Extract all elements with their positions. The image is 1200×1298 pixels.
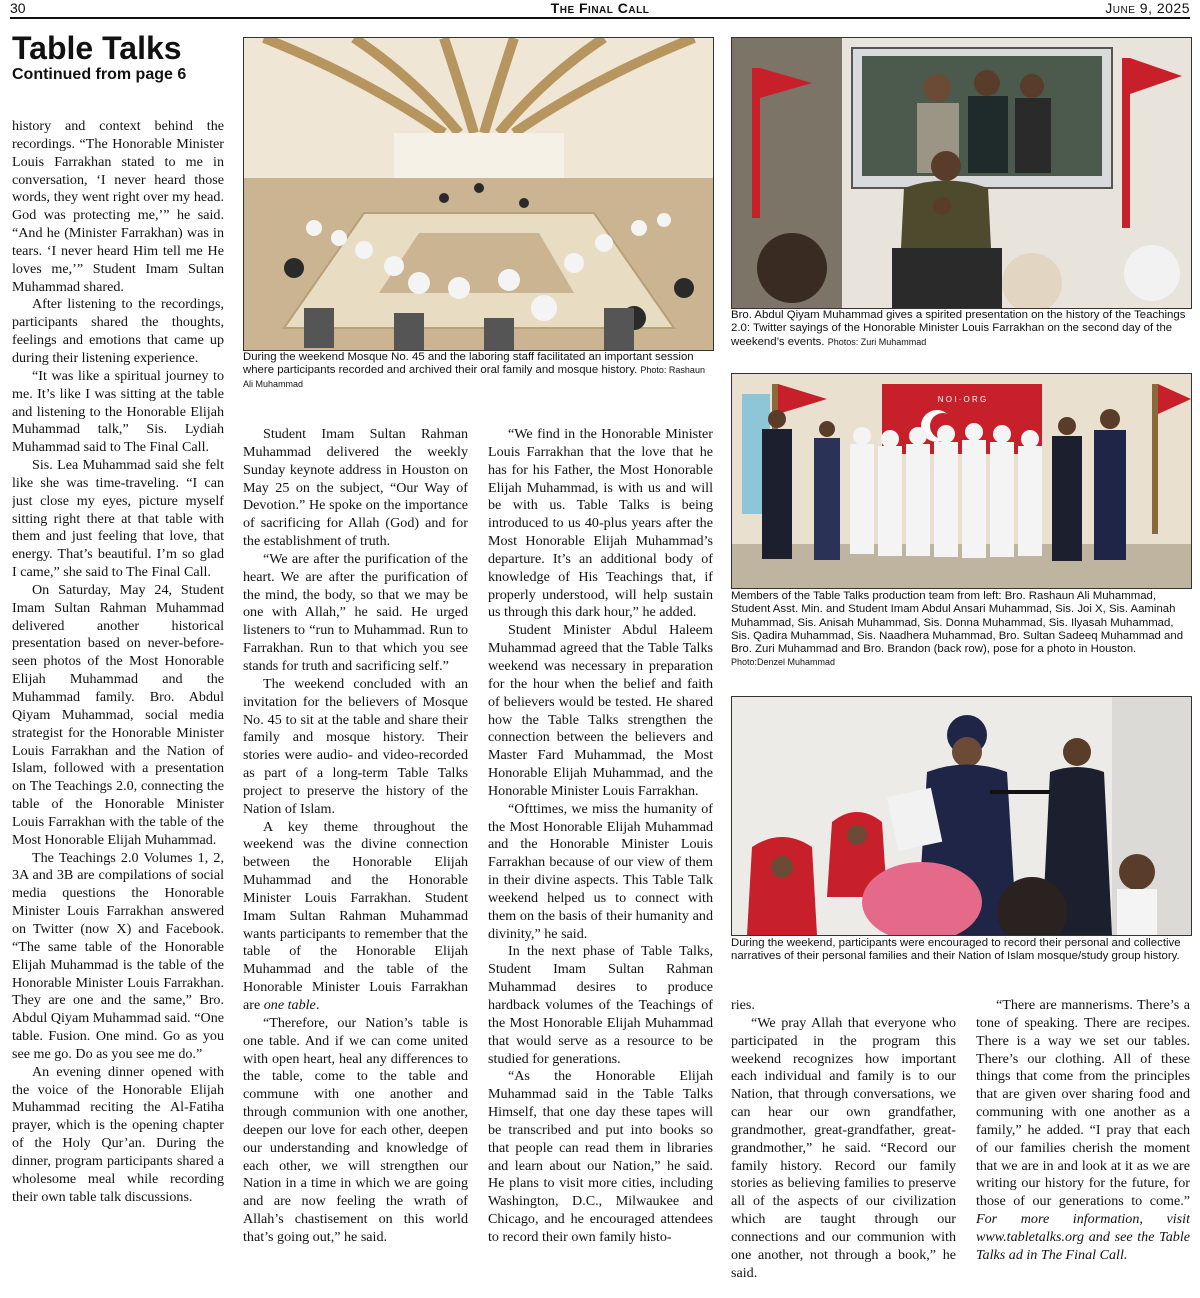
- paragraph-text: “There are mannerisms. There’s a tone of speaking. There are recipes. There is a way we set our tables. There’s our clothing. All of these things that come from the principles that are given over sharing food and communing with one another as a family,” he added. “I pray that each of our families cherish the moment that we are in and look at it as we are writing our history for the future, for those of our generations to come.”: [976, 997, 1190, 1210]
- caption-text: Members of the Table Talks production team from left: Bro. Rashaun Ali Muhammad, Student Asst. Min. and Student Imam Abdul Ansari Muhammad, Sis. Joi X, Sis. Aaminah Muhammad, Sis. Anisah Muhammad, Sis. Donna Muhammad, Sis. Ilyasah Muhammad, Sis. Qadira Muhammad, Sis. Naadhera Muhammad, Bro. Sultan Sadeeq Muhammad and Bro. Zuri Muhammad and Bro. Brandon (back row), pose for a photo in Houston.: [731, 590, 1184, 656]
- paragraph: [976, 997, 1190, 1265]
- article-column-3: [488, 426, 713, 1293]
- more-info-note: For more information, visit www.tabletalks.org and see the Table Talks ad in The Final Call.: [976, 1211, 1190, 1263]
- meeting-hall-image: [244, 38, 713, 350]
- photo-presenter: [731, 37, 1192, 309]
- paragraph: [243, 819, 468, 1015]
- paragraph: Student Imam Sultan Rahman Muhammad delivered the weekly Sunday keynote address in Houston on May 25 on the subject, “Our Way of Devotion.” He spoke on the importance of sacrificing for Allah (God) and for the establishment of truth.: [243, 426, 468, 550]
- caption-text: During the weekend, participants were encouraged to record their personal and collective narratives of their personal families and their Nation of Islam mosque/study group history.: [731, 937, 1181, 963]
- emphasis-one-table: one table: [263, 997, 316, 1013]
- paragraph: history and context behind the recordings. “The Honorable Minister Louis Farrakhan stated to me in conversation, ‘I never heard those words, they went right over my head. God was protecting me,’” he said. “And he (Minister Farrakhan) was in tears. ‘I never heard Him tell me He loves me,’” Student Imam Sultan Muhammad shared.: [12, 118, 224, 295]
- paragraph: An evening dinner opened with the voice of the Honorable Elijah Muhammad reciting the Al-Fatiha prayer, which is the opening chapter of the Holy Qur’an. During the dinner, program participants shared a wholesome meal while recording their own table talk discussions.: [12, 1063, 224, 1205]
- caption-presenter: [731, 309, 1190, 349]
- subhead: Continued from page 6: [12, 66, 187, 83]
- paragraph: After listening to the recordings, participants shared the thoughts, feelings and emotions that came up during their listening experience.: [12, 296, 224, 366]
- paragraph: “We are after the purification of the heart. We are after the purification of the mind, the body, so that we may be one with Allah,” he said. He urged listeners to “run to Muhammad. Run to Farrakhan. Run to that which you see stands for truth and sacrificing self.”: [243, 550, 468, 674]
- paragraph: “Therefore, our Nation’s table is one table. And if we can come united with open heart, heal any differences to the table, come to the table and commune with one another and through communion with one another, deepen our love for each other, deepen our understanding and knowledge of each other, we will strengthen our Nation in a time in which we are going and are now feeling the wrath of Allah’s chastisement on this world that’s going out,” he said.: [243, 1014, 468, 1245]
- article-column-4: [731, 997, 956, 1293]
- paragraph: “Ofttimes, we miss the humanity of the Most Honorable Elijah Muhammad and the Honorable Minister Louis Farrakhan because of our view of them in their divine aspects. This Table Talk weekend helped us to connect with them on the basis of their humanity and divinity,” he said.: [488, 800, 713, 942]
- photo-credit: Photo:Denzel Muhammad: [731, 657, 836, 668]
- article-column-2: [243, 426, 468, 1293]
- page-number: 30: [10, 0, 26, 16]
- period: .: [315, 997, 320, 1013]
- article-column-5: [976, 997, 1190, 1293]
- photo-team: [731, 373, 1192, 589]
- paragraph: On Saturday, May 24, Student Imam Sultan Rahman Muhammad delivered another historical presentation based on never-before-seen photos of the Most Honorable Elijah Muhammad and the Muhammad family. Bro. Abdul Qiyam Muhammad, social media strategist for the Honorable Minister Louis Farrakhan and the Nation of Islam, followed with a presentation on The Teachings 2.0, connecting the table of the Honorable Minister Louis Farrakhan with the table of the Most Honorable Elijah Muhammad.: [12, 581, 224, 848]
- caption-team: [731, 590, 1190, 670]
- issue-date: June 9, 2025: [1105, 0, 1190, 16]
- team-image: [732, 374, 1191, 588]
- caption-text: Bro. Abdul Qiyam Muhammad gives a spirited presentation on the history of the Teachings 2.0: Twitter sayings of the Honorable Minister Louis Farrakhan on the second day of the weekend’s events.: [731, 309, 1186, 348]
- photo-meeting-hall: [243, 37, 714, 351]
- paragraph: ries.: [731, 997, 755, 1013]
- caption-meeting-hall: [243, 351, 713, 391]
- paragraph: “We pray Allah that everyone who participated in the program this weekend recognizes how important each individual and family is to our Nation, that through conversations, we can hear our own grandfather, grandmother, great-grandfather, great-grandmother,” he said. “Record our family history. Record our family stories as believing families to preserve all of the aspects of our civilization which are taught through our connections and our communion with one another, not through a book,” he said.: [731, 1014, 956, 1281]
- presenter-image: [732, 38, 1191, 308]
- masthead: The Final Call: [550, 0, 650, 16]
- paragraph: “As the Honorable Elijah Muhammad said in the Table Talks Himself, that one day these tapes will be transcribed and put into books so that people can read them in libraries and learn about our Nation,” he said. He plans to visit more cities, including Washington, D.C., Milwaukee and Chicago, and he encouraged attendees to record their own family histo-: [488, 1068, 713, 1245]
- paragraph: Sis. Lea Muhammad said she felt like she was time-traveling. “I can just close my eyes, picture myself sitting right there at that table with them and just feeling that love, that energy. That’s beautiful. I’m so glad I came,” she said to The Final Call.: [12, 457, 224, 581]
- paragraph: The weekend concluded with an invitation for the believers of Mosque No. 45 to sit at the table and share their family and mosque history. Their stories were audio- and video-recorded as part of a long-term Table Talks project to preserve the history of the Nation of Islam.: [243, 675, 468, 817]
- paragraph: The Teachings 2.0 Volumes 1, 2, 3A and 3B are compilations of social media questions the Honorable Minister Louis Farrakhan answered on Twitter (now X) and Facebook. “The same table of the Honorable Elijah Muhammad is the table of the Honorable Minister Louis Farrakhan. They are one and the same,” Bro. Abdul Qiyam Muhammad said. “One table. Fusion. One mind. Go as you see me go. Do as you see me do.”: [12, 849, 224, 1062]
- photo-credit: Photo: Rashaun Ali Muhammad: [243, 365, 705, 389]
- photo-interview: [731, 696, 1192, 936]
- banner-text: N O I · O R G: [937, 395, 987, 404]
- paragraph: “It was like a spiritual journey to me. It’s like I was sitting at the table and listening to the Honorable Elijah Muhammad talk,” Sis. Lydiah Muhammad said to The Final Call.: [12, 367, 224, 456]
- interview-image: [732, 697, 1191, 935]
- paragraph-text: A key theme throughout the weekend was the divine connection between the Honorable Elijah Muhammad and the Honorable Minister Louis Farrakhan. Student Imam Sultan Rahman Muhammad wants participants to remember that the table of the Honorable Elijah Muhammad and the table of the Honorable Minister Louis Farrakhan are: [243, 818, 468, 1013]
- page-header: [10, 0, 1190, 19]
- article-column-1: [12, 118, 224, 1293]
- paragraph: “We find in the Honorable Minister Louis Farrakhan that the love that he has for his Father, the Most Honorable Elijah Muhammad, is with us and will be with us. Table Talks is being introduced to us 40-plus years after the Most Honorable Elijah Muhammad’s departure. It’s an additional body of knowledge of His Teachings that, if properly understood, will help sustain us through this dark hour,” he added.: [488, 426, 713, 621]
- caption-text: During the weekend Mosque No. 45 and the laboring staff facilitated an important session where participants recorded and archived their oral family and mosque history.: [243, 351, 694, 377]
- photo-credit: Photos: Zuri Muhammad: [827, 336, 927, 347]
- caption-interview: [731, 937, 1190, 964]
- paragraph: Student Minister Abdul Haleem Muhammad agreed that the Table Talks weekend was necessary in preparation for the hour when the belief and faith of believers would be tested. He shared how the Table Talks strengthen the connection between the believers and Master Fard Muhammad, the Most Honorable Elijah Muhammad, and the Honorable Minister Louis Farrakhan.: [488, 622, 713, 799]
- headline: Table Talks: [12, 30, 182, 66]
- paragraph: In the next phase of Table Talks, Student Imam Sultan Rahman Muhammad desires to produce hardback volumes of the Teachings of the Most Honorable Elijah Muhammad that would serve as a resource to be studied for generations.: [488, 943, 713, 1067]
